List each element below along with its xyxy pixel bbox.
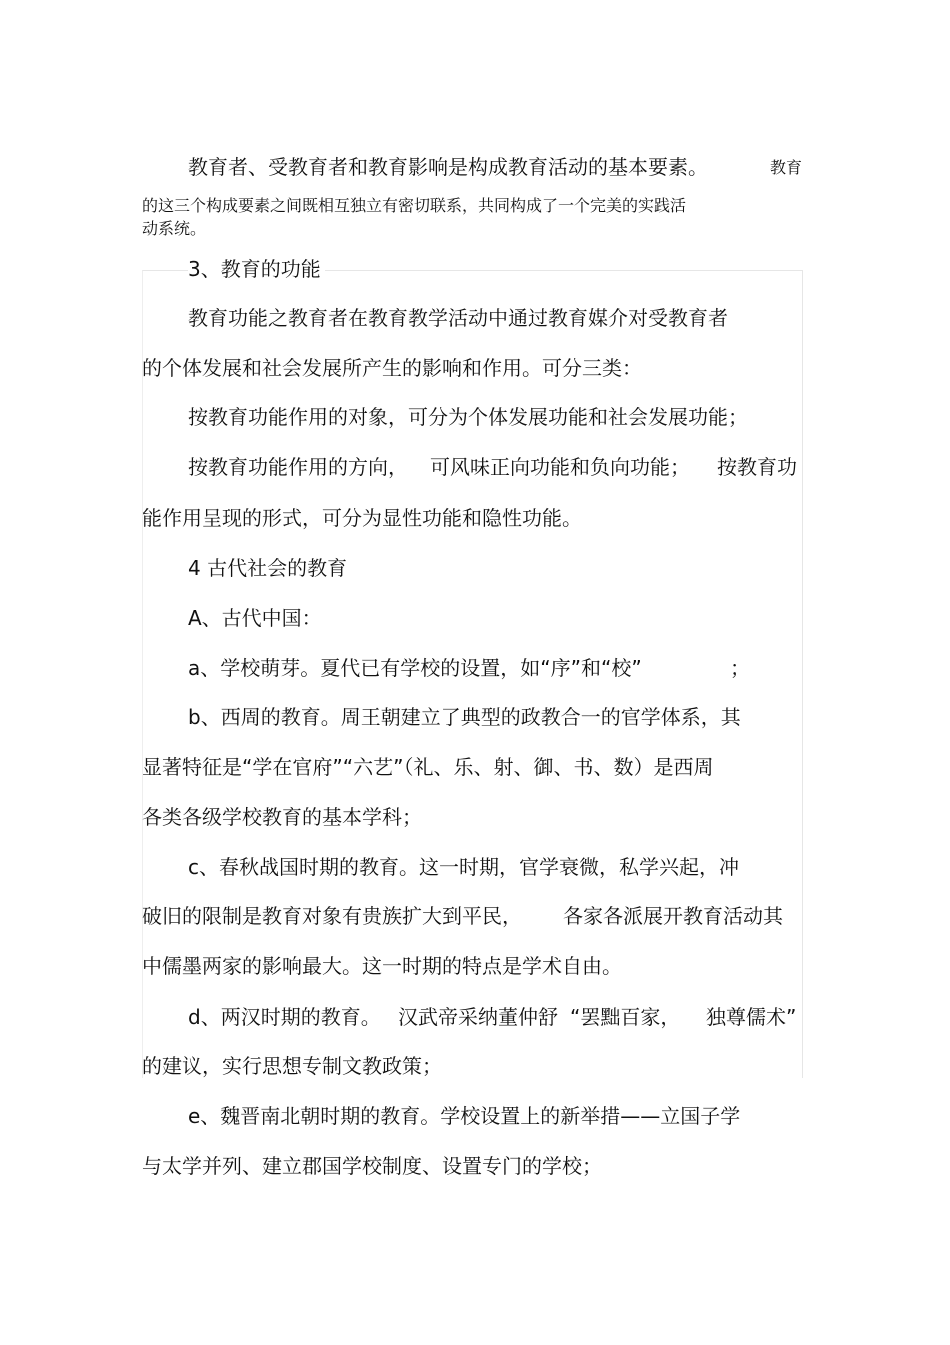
section-3-title-text: 3、教育的功能 (188, 257, 325, 281)
section-3-para-3-line-1-b: 可风味正向功能和负向功能； (430, 455, 690, 479)
section-4-item-c-line-3: 中儒墨两家的影响最大。这一时期的特点是学术自由。 (142, 954, 622, 978)
section-4-item-d-line-1-d: 独尊儒术” (706, 1005, 797, 1029)
section-4-item-c-line-2-b: 各家各派展开教育活动其 (563, 904, 783, 928)
section-4-item-e-line-1: e、魏晋南北朝时期的教育。学校设置上的新举措——立国子学 (188, 1104, 741, 1128)
section-3-para-1-line-1: 教育功能之教育者在教育教学活动中通过教育媒介对受教育者 (188, 306, 728, 330)
section-3-para-3-line-1-c: 按教育功 (717, 455, 797, 479)
section-4-item-d-line-1-c: “罢黜百家， (570, 1005, 681, 1029)
para-1-line-1-tail: 教育 (770, 158, 803, 177)
para-1-line-2: 的这三个构成要素之间既相互独立有密切联系，共同构成了一个完美的实践活 (142, 196, 687, 215)
section-4-item-d-line-2: 的建议，实行思想专制文教政策； (142, 1054, 442, 1078)
section-4-item-e-line-2: 与太学并列、建立郡国学校制度、设置专门的学校； (142, 1154, 602, 1178)
section-3-para-3-line-1-a: 按教育功能作用的方向， (188, 455, 408, 479)
section-4-item-d-line-1-a: d、两汉时期的教育。 (188, 1005, 381, 1029)
section-4-item-d-line-1-b: 汉武帝采纳董仲舒 (398, 1005, 558, 1029)
section-4-a-title: A、古代中国： (188, 606, 322, 630)
section-4-item-a-tail: ； (730, 656, 750, 680)
section-4-item-a: a、学校萌芽。夏代已有学校的设置，如“序”和“校” (188, 656, 642, 680)
section-3-para-1-line-2: 的个体发展和社会发展所产生的影响和作用。可分三类： (142, 356, 642, 380)
section-4-item-b-line-3: 各类各级学校教育的基本学科； (142, 805, 422, 829)
section-3-title (188, 257, 325, 281)
section-4-item-b-line-1: b、西周的教育。周王朝建立了典型的政教合一的官学体系，其 (188, 705, 741, 729)
section-4-title: 4 古代社会的教育 (188, 556, 348, 580)
section-3-para-3-line-2: 能作用呈现的形式，可分为显性功能和隐性功能。 (142, 506, 582, 530)
section-4-item-c-line-1: c、春秋战国时期的教育。这一时期，官学衰微，私学兴起，冲 (188, 855, 739, 879)
para-1-line-3: 动系统。 (142, 219, 207, 238)
section-3-para-2: 按教育功能作用的对象，可分为个体发展功能和社会发展功能； (188, 405, 748, 429)
para-1-line-1: 教育者、受教育者和教育影响是构成教育活动的基本要素。 (188, 155, 708, 179)
section-4-item-b-line-2: 显著特征是“学在官府”“六艺”（礼、乐、射、御、书、数）是西周 (142, 755, 714, 779)
section-4-item-c-line-2-a: 破旧的限制是教育对象有贵族扩大到平民， (142, 904, 522, 928)
